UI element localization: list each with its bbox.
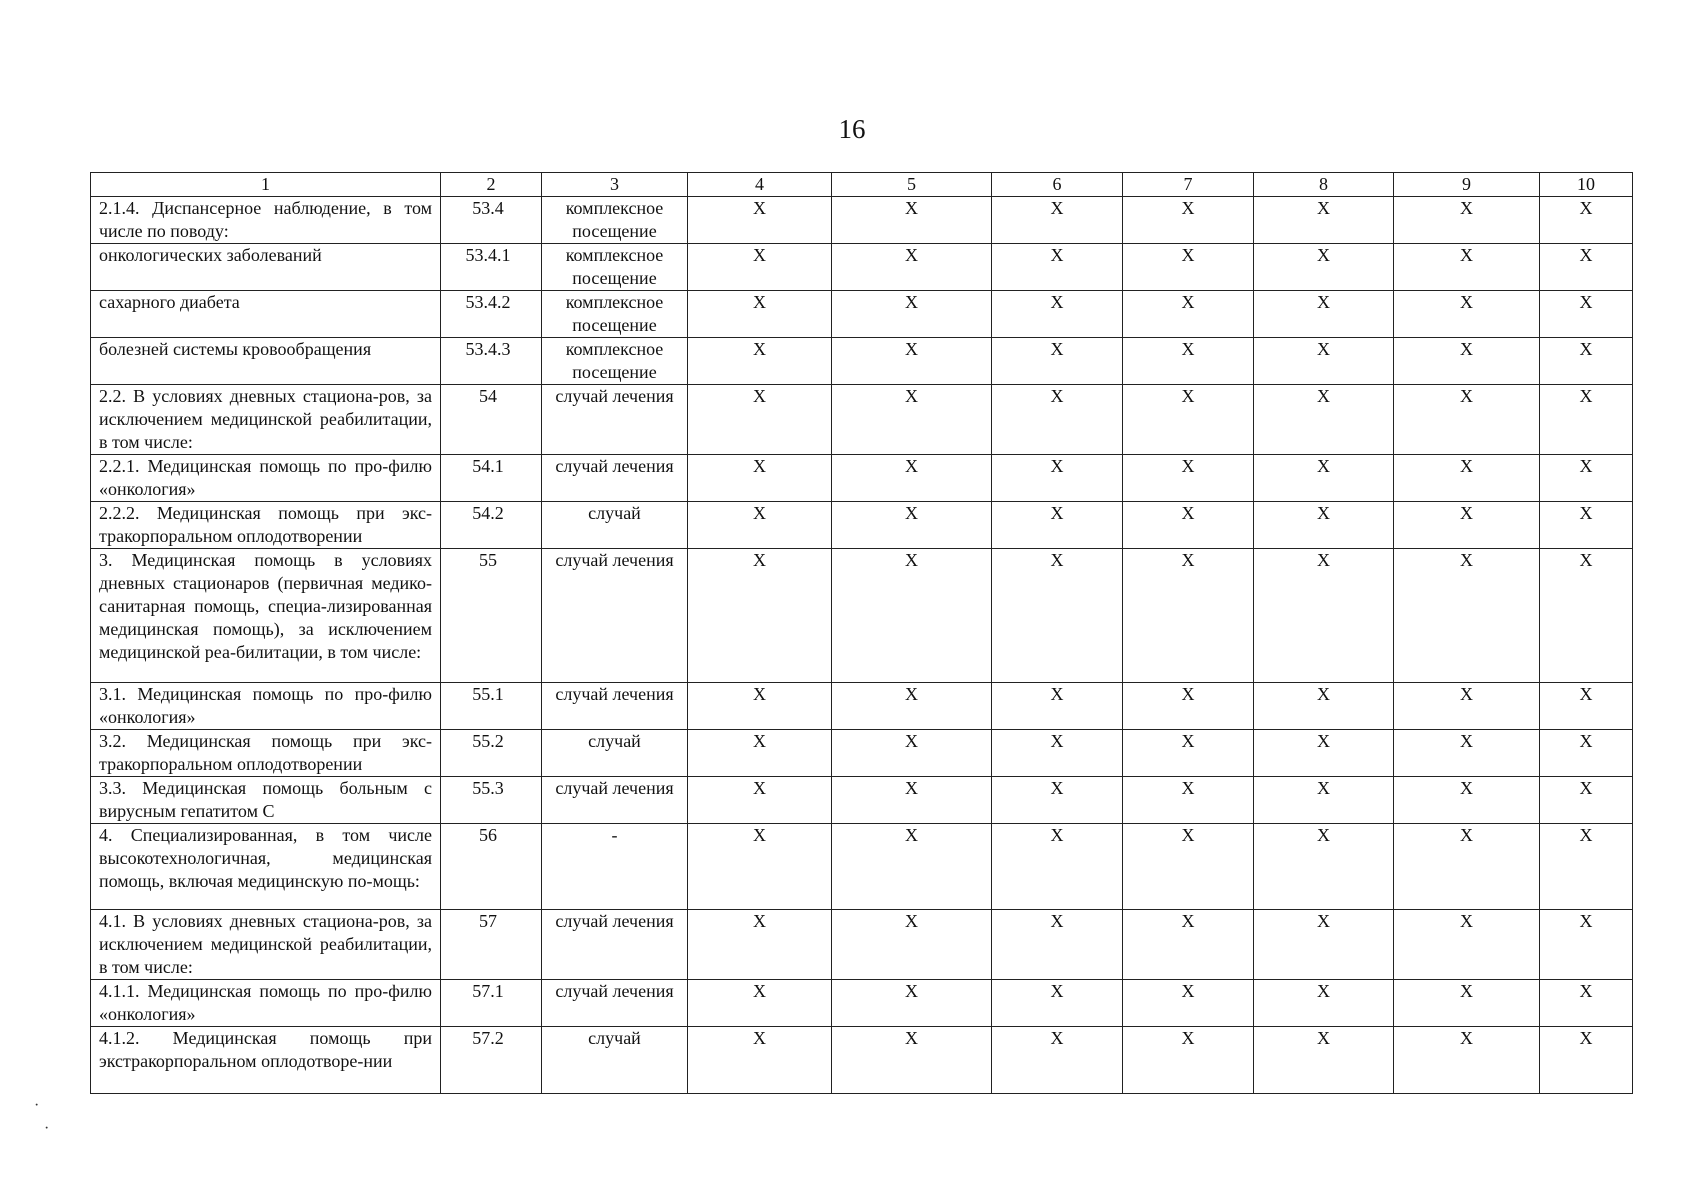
mark-cell-col-6: X [992,683,1123,730]
mark-cell-col-4: X [688,502,832,549]
row-unit-cell: случай лечения [542,683,688,730]
mark-cell-col-9: X [1394,338,1540,385]
mark-cell-col-9: X [1394,385,1540,455]
column-number-3: 3 [542,173,688,197]
mark-cell-col-5: X [832,385,992,455]
row-code-cell: 53.4.2 [441,291,542,338]
mark-cell-col-7: X [1123,777,1254,824]
mark-cell-col-5: X [832,291,992,338]
mark-cell-col-8: X [1254,385,1394,455]
mark-cell-col-10: X [1540,1027,1633,1094]
column-number-6: 6 [992,173,1123,197]
mark-cell-col-6: X [992,730,1123,777]
mark-cell-col-6: X [992,777,1123,824]
mark-cell-col-10: X [1540,824,1633,910]
table-row [91,824,1633,910]
mark-cell-col-5: X [832,730,992,777]
mark-cell-col-10: X [1540,385,1633,455]
row-code-cell: 55 [441,549,542,683]
table-row [91,910,1633,980]
mark-cell-col-8: X [1254,244,1394,291]
row-unit-cell: комплексное посещение [542,291,688,338]
mark-cell-col-5: X [832,1027,992,1094]
table-row [91,1027,1633,1094]
mark-cell-col-6: X [992,824,1123,910]
row-unit-cell: комплексное посещение [542,244,688,291]
table-row [91,291,1633,338]
column-number-1: 1 [91,173,441,197]
mark-cell-col-9: X [1394,910,1540,980]
row-unit-cell: случай лечения [542,777,688,824]
table-row [91,385,1633,455]
mark-cell-col-9: X [1394,549,1540,683]
row-code-cell: 54.1 [441,455,542,502]
mark-cell-col-7: X [1123,385,1254,455]
mark-cell-col-7: X [1123,683,1254,730]
column-number-5: 5 [832,173,992,197]
mark-cell-col-9: X [1394,455,1540,502]
row-unit-cell: случай лечения [542,910,688,980]
mark-cell-col-4: X [688,338,832,385]
mark-cell-col-7: X [1123,910,1254,980]
row-unit-cell: случай лечения [542,455,688,502]
row-name-cell: 4. Специализированная, в том числе высокотехнологичная, медицинская помощь, включая медицинскую по-мощь: [91,824,441,910]
mark-cell-col-10: X [1540,197,1633,244]
mark-cell-col-9: X [1394,1027,1540,1094]
row-name-cell: сахарного диабета [91,291,441,338]
table-row [91,549,1633,683]
mark-cell-col-7: X [1123,549,1254,683]
row-name-cell: 2.2.1. Медицинская помощь по про-филю «онкология» [91,455,441,502]
mark-cell-col-6: X [992,549,1123,683]
mark-cell-col-9: X [1394,683,1540,730]
column-number-4: 4 [688,173,832,197]
column-number-10: 10 [1540,173,1633,197]
mark-cell-col-4: X [688,385,832,455]
mark-cell-col-10: X [1540,291,1633,338]
mark-cell-col-10: X [1540,549,1633,683]
mark-cell-col-7: X [1123,730,1254,777]
row-name-cell: болезней системы кровообращения [91,338,441,385]
mark-cell-col-7: X [1123,244,1254,291]
mark-cell-col-4: X [688,730,832,777]
mark-cell-col-8: X [1254,197,1394,244]
mark-cell-col-10: X [1540,980,1633,1027]
row-unit-cell: случай [542,1027,688,1094]
scan-speck: · [44,1120,50,1137]
mark-cell-col-10: X [1540,338,1633,385]
mark-cell-col-9: X [1394,730,1540,777]
page-number: 16 [838,114,866,144]
table-row [91,338,1633,385]
mark-cell-col-6: X [992,338,1123,385]
table-row [91,502,1633,549]
mark-cell-col-6: X [992,502,1123,549]
mark-cell-col-4: X [688,291,832,338]
row-code-cell: 57.1 [441,980,542,1027]
mark-cell-col-5: X [832,502,992,549]
row-code-cell: 55.1 [441,683,542,730]
row-code-cell: 54 [441,385,542,455]
mark-cell-col-9: X [1394,980,1540,1027]
mark-cell-col-7: X [1123,502,1254,549]
row-name-cell: 4.1.2. Медицинская помощь при экстракорпоральном оплодотворе-нии [91,1027,441,1094]
column-number-7: 7 [1123,173,1254,197]
row-code-cell: 53.4 [441,197,542,244]
table-row [91,730,1633,777]
mark-cell-col-10: X [1540,502,1633,549]
mark-cell-col-4: X [688,683,832,730]
mark-cell-col-5: X [832,244,992,291]
mark-cell-col-8: X [1254,291,1394,338]
table-row [91,980,1633,1027]
mark-cell-col-7: X [1123,824,1254,910]
column-number-2: 2 [441,173,542,197]
mark-cell-col-6: X [992,291,1123,338]
table-row [91,244,1633,291]
table-body [91,197,1633,1094]
column-number-9: 9 [1394,173,1540,197]
mark-cell-col-4: X [688,910,832,980]
mark-cell-col-4: X [688,824,832,910]
mark-cell-col-6: X [992,980,1123,1027]
mark-cell-col-10: X [1540,730,1633,777]
mark-cell-col-4: X [688,777,832,824]
services-table [90,172,1633,1094]
row-name-cell: 3.1. Медицинская помощь по про-филю «онкология» [91,683,441,730]
mark-cell-col-8: X [1254,980,1394,1027]
mark-cell-col-5: X [832,455,992,502]
mark-cell-col-6: X [992,1027,1123,1094]
mark-cell-col-8: X [1254,1027,1394,1094]
mark-cell-col-5: X [832,197,992,244]
row-name-cell: 2.2. В условиях дневных стациона-ров, за исключением медицинской реабилитации, в том числе: [91,385,441,455]
mark-cell-col-9: X [1394,291,1540,338]
row-name-cell: 4.1. В условиях дневных стациона-ров, за исключением медицинской реабилитации, в том числе: [91,910,441,980]
mark-cell-col-9: X [1394,244,1540,291]
mark-cell-col-6: X [992,455,1123,502]
mark-cell-col-8: X [1254,338,1394,385]
column-number-8: 8 [1254,173,1394,197]
mark-cell-col-6: X [992,244,1123,291]
row-name-cell: 4.1.1. Медицинская помощь по про-филю «онкология» [91,980,441,1027]
mark-cell-col-4: X [688,980,832,1027]
mark-cell-col-4: X [688,197,832,244]
mark-cell-col-7: X [1123,980,1254,1027]
table-row [91,197,1633,244]
mark-cell-col-10: X [1540,777,1633,824]
mark-cell-col-5: X [832,338,992,385]
row-unit-cell: случай лечения [542,385,688,455]
row-name-cell: 2.2.2. Медицинская помощь при экс-тракорпоральном оплодотворении [91,502,441,549]
mark-cell-col-8: X [1254,455,1394,502]
mark-cell-col-8: X [1254,730,1394,777]
mark-cell-col-4: X [688,1027,832,1094]
mark-cell-col-8: X [1254,683,1394,730]
table-row [91,455,1633,502]
mark-cell-col-5: X [832,980,992,1027]
row-code-cell: 53.4.1 [441,244,542,291]
row-unit-cell: комплексное посещение [542,197,688,244]
mark-cell-col-7: X [1123,455,1254,502]
row-unit-cell: случай лечения [542,980,688,1027]
row-unit-cell: комплексное посещение [542,338,688,385]
mark-cell-col-8: X [1254,777,1394,824]
mark-cell-col-5: X [832,777,992,824]
row-name-cell: онкологических заболеваний [91,244,441,291]
mark-cell-col-4: X [688,455,832,502]
row-code-cell: 56 [441,824,542,910]
mark-cell-col-7: X [1123,197,1254,244]
header-row [91,173,1633,197]
row-unit-cell: случай лечения [542,549,688,683]
mark-cell-col-9: X [1394,777,1540,824]
mark-cell-col-5: X [832,910,992,980]
mark-cell-col-5: X [832,683,992,730]
mark-cell-col-8: X [1254,910,1394,980]
mark-cell-col-10: X [1540,244,1633,291]
row-code-cell: 53.4.3 [441,338,542,385]
scan-speck: · [34,1097,40,1114]
column-number-header [91,173,1633,197]
mark-cell-col-6: X [992,197,1123,244]
mark-cell-col-9: X [1394,502,1540,549]
mark-cell-col-6: X [992,910,1123,980]
row-code-cell: 54.2 [441,502,542,549]
row-name-cell: 3. Медицинская помощь в условиях дневных стационаров (первичная медико-санитарная помощь, специа-лизированная медицинская помощь), за исключением медицинской реа-билитации, в том числе: [91,549,441,683]
table-row [91,683,1633,730]
mark-cell-col-7: X [1123,338,1254,385]
mark-cell-col-5: X [832,824,992,910]
mark-cell-col-5: X [832,549,992,683]
mark-cell-col-10: X [1540,910,1633,980]
row-name-cell: 3.3. Медицинская помощь больным с вирусным гепатитом С [91,777,441,824]
row-code-cell: 55.3 [441,777,542,824]
row-name-cell: 3.2. Медицинская помощь при экс-тракорпоральном оплодотворении [91,730,441,777]
mark-cell-col-7: X [1123,291,1254,338]
mark-cell-col-9: X [1394,197,1540,244]
mark-cell-col-10: X [1540,455,1633,502]
table-row [91,777,1633,824]
mark-cell-col-4: X [688,244,832,291]
row-code-cell: 55.2 [441,730,542,777]
row-code-cell: 57 [441,910,542,980]
mark-cell-col-9: X [1394,824,1540,910]
row-name-cell: 2.1.4. Диспансерное наблюдение, в том числе по поводу: [91,197,441,244]
mark-cell-col-4: X [688,549,832,683]
mark-cell-col-7: X [1123,1027,1254,1094]
row-code-cell: 57.2 [441,1027,542,1094]
mark-cell-col-10: X [1540,683,1633,730]
mark-cell-col-6: X [992,385,1123,455]
row-unit-cell: случай [542,730,688,777]
mark-cell-col-8: X [1254,824,1394,910]
mark-cell-col-8: X [1254,549,1394,683]
row-unit-cell: случай [542,502,688,549]
mark-cell-col-8: X [1254,502,1394,549]
row-unit-cell: - [542,824,688,910]
